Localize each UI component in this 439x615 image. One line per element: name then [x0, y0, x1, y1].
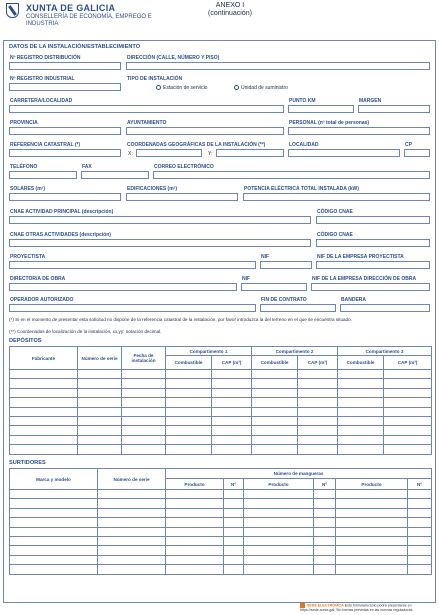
deposito-cell[interactable]	[338, 379, 384, 388]
org-name: XUNTA DE GALICIA	[26, 3, 116, 13]
deposito-row	[10, 398, 432, 407]
deposito-cell[interactable]	[122, 435, 166, 444]
deposito-cell[interactable]	[338, 398, 384, 407]
deposito-cell[interactable]	[166, 416, 212, 425]
deposito-cell[interactable]	[212, 407, 252, 416]
surtidores-section-title: SURTIDORES	[9, 460, 46, 466]
deposito-cell[interactable]	[252, 416, 298, 425]
deposito-cell[interactable]	[78, 398, 122, 407]
deposito-cell[interactable]	[212, 388, 252, 397]
deposito-cell[interactable]	[78, 379, 122, 388]
provincia-field[interactable]	[9, 127, 121, 135]
deposito-cell[interactable]	[338, 426, 384, 435]
deposito-cell[interactable]	[338, 445, 384, 454]
surtidor-cell[interactable]	[98, 536, 166, 545]
telefono-field[interactable]	[9, 171, 77, 179]
deposito-cell[interactable]	[384, 416, 432, 425]
surtidor-cell[interactable]	[314, 490, 336, 499]
deposito-cell[interactable]	[298, 379, 338, 388]
deposito-cell[interactable]	[212, 445, 252, 454]
label-unidad-suministro: Unidad de suministro	[241, 85, 288, 91]
deposito-cell[interactable]	[78, 407, 122, 416]
surtidor-cell[interactable]	[166, 508, 224, 517]
surtidor-cell[interactable]	[244, 490, 314, 499]
label-carretera: CARRETERA/LOCALIDAD	[10, 98, 73, 104]
surtidor-cell[interactable]	[336, 490, 408, 499]
deposito-cell[interactable]	[122, 370, 166, 379]
direccion-field[interactable]	[126, 62, 430, 70]
registro-distribucion-field[interactable]	[9, 62, 121, 70]
deposito-cell[interactable]	[384, 379, 432, 388]
deposito-row	[10, 388, 432, 397]
deposito-cell[interactable]	[338, 407, 384, 416]
label-codigo-cnae-2: CÓDIGO CNAE	[317, 232, 353, 238]
surtidor-cell[interactable]	[408, 518, 432, 527]
header-numero-3: Nº	[408, 479, 432, 490]
header-cap-3: CAP (m³)	[384, 356, 432, 370]
surtidor-row	[10, 518, 432, 527]
deposito-cell[interactable]	[212, 398, 252, 407]
surtidor-row	[10, 490, 432, 499]
header-cap-2: CAP (m³)	[298, 356, 338, 370]
surtidor-cell[interactable]	[166, 546, 224, 555]
surtidor-cell[interactable]	[10, 546, 98, 555]
surtidor-cell[interactable]	[224, 546, 244, 555]
label-potencia: POTENCIA ELÉCTRICA TOTAL INSTALADA (kW)	[244, 186, 359, 192]
header-compartimento-1: Compartimento 1	[166, 347, 252, 356]
surtidor-cell[interactable]	[224, 518, 244, 527]
deposito-cell[interactable]	[10, 435, 78, 444]
depositos-table	[9, 346, 432, 455]
margen-field[interactable]	[358, 105, 430, 113]
deposito-cell[interactable]	[252, 379, 298, 388]
surtidor-cell[interactable]	[244, 518, 314, 527]
surtidor-cell[interactable]	[408, 546, 432, 555]
deposito-cell[interactable]	[298, 416, 338, 425]
deposito-row	[10, 407, 432, 416]
surtidor-cell[interactable]	[10, 490, 98, 499]
surtidor-cell[interactable]	[314, 565, 336, 574]
cnae-principal-field[interactable]	[9, 216, 311, 224]
deposito-cell[interactable]	[10, 445, 78, 454]
annex-title: ANEXO I	[215, 2, 245, 9]
ayuntamiento-field[interactable]	[126, 127, 284, 135]
potencia-field[interactable]	[243, 193, 430, 201]
label-nif-empresa-direccion: NIF DE LA EMPRESA DIRECCIÓN DE OBRA	[312, 276, 417, 282]
surtidor-cell[interactable]	[224, 527, 244, 536]
deposito-row	[10, 370, 432, 379]
deposito-cell[interactable]	[338, 388, 384, 397]
deposito-cell[interactable]	[166, 407, 212, 416]
deposito-cell[interactable]	[252, 426, 298, 435]
surtidor-cell[interactable]	[244, 555, 314, 564]
label-coord-y: Y:	[208, 151, 213, 157]
label-edificaciones: EDIFICACIONES (m²)	[127, 186, 177, 192]
surtidor-cell[interactable]	[336, 527, 408, 536]
header-combustible-2: Combustible	[252, 356, 298, 370]
annex-heading	[200, 2, 260, 18]
surtidor-cell[interactable]	[166, 565, 224, 574]
note-referencia-catastral: (*) Si en el momento de presentar esta solicitud no dispone de la referencia catastral de la instalación, por favor introduzca la del terreno en el que se encuentra situado.	[9, 317, 352, 322]
footer-text: Este formulario sólo podrá presentarse en https://sede.xunta.gal. Sin formas previstas en las normas reguladoras.	[300, 603, 414, 612]
coord-y-field[interactable]	[216, 149, 284, 157]
surtidor-cell[interactable]	[10, 555, 98, 564]
surtidor-cell[interactable]	[10, 499, 98, 508]
xunta-logo-icon	[6, 3, 19, 18]
personal-field[interactable]	[288, 127, 430, 135]
bandera-field[interactable]	[340, 304, 430, 312]
surtidor-cell[interactable]	[98, 546, 166, 555]
deposito-cell[interactable]	[298, 445, 338, 454]
surtidor-cell[interactable]	[244, 499, 314, 508]
surtidor-cell[interactable]	[314, 536, 336, 545]
surtidor-cell[interactable]	[166, 499, 224, 508]
deposito-cell[interactable]	[338, 435, 384, 444]
surtidor-cell[interactable]	[224, 508, 244, 517]
deposito-cell[interactable]	[384, 435, 432, 444]
surtidor-row	[10, 536, 432, 545]
deposito-cell[interactable]	[212, 379, 252, 388]
surtidor-cell[interactable]	[10, 536, 98, 545]
label-registro-industrial: Nº REGISTRO INDUSTRIAL	[10, 76, 75, 82]
deposito-cell[interactable]	[10, 379, 78, 388]
header-marca-modelo: Marca y modelo	[10, 469, 98, 490]
deposito-row	[10, 445, 432, 454]
annex-subtitle: (continuación)	[208, 10, 252, 17]
note-coordenadas: (**) Coordenadas de localización de la instalación, xx,yy: notación decimal.	[9, 329, 162, 334]
label-bandera: BANDERA	[341, 297, 366, 303]
deposito-cell[interactable]	[384, 407, 432, 416]
surtidor-cell[interactable]	[10, 518, 98, 527]
referencia-catastral-field[interactable]	[9, 149, 121, 157]
label-telefono: TELÉFONO	[10, 164, 38, 170]
proyectista-field[interactable]	[9, 261, 256, 269]
label-personal: PERSONAL (nº total de personas)	[289, 120, 370, 126]
header-surtidor-numero-serie: Número de serie	[98, 469, 166, 490]
surtidor-cell[interactable]	[408, 565, 432, 574]
page-footer	[300, 603, 436, 612]
operador-field[interactable]	[9, 304, 256, 312]
label-fax: FAX	[82, 164, 92, 170]
label-ayuntamiento: AYUNTAMIENTO	[127, 120, 167, 126]
surtidor-cell[interactable]	[244, 536, 314, 545]
deposito-cell[interactable]	[384, 370, 432, 379]
deposito-cell[interactable]	[78, 435, 122, 444]
label-fin-contrato: FIN DE CONTRATO	[261, 297, 307, 303]
surtidor-cell[interactable]	[166, 518, 224, 527]
deposito-cell[interactable]	[212, 416, 252, 425]
deposito-cell[interactable]	[252, 388, 298, 397]
surtidor-cell[interactable]	[98, 565, 166, 574]
deposito-cell[interactable]	[384, 445, 432, 454]
deposito-cell[interactable]	[298, 407, 338, 416]
deposito-cell[interactable]	[252, 398, 298, 407]
surtidor-cell[interactable]	[336, 555, 408, 564]
label-tipo-instalacion: TIPO DE INSTALACIÓN	[127, 76, 183, 82]
surtidor-cell[interactable]	[98, 555, 166, 564]
deposito-cell[interactable]	[10, 426, 78, 435]
deposito-cell[interactable]	[384, 398, 432, 407]
deposito-cell[interactable]	[166, 388, 212, 397]
deposito-cell[interactable]	[10, 370, 78, 379]
label-nif-1: NIF	[261, 254, 270, 260]
header-fecha-instalacion: Fecha de instalación	[122, 347, 166, 370]
department-name: CONSELLERÍA DE ECONOMÍA, EMPREGO E INDUSTRIA	[26, 14, 152, 27]
deposito-cell[interactable]	[78, 370, 122, 379]
edificaciones-field[interactable]	[126, 193, 238, 201]
surtidor-cell[interactable]	[244, 527, 314, 536]
sede-electronica-label: SEDE ELECTRÓNICA	[307, 603, 344, 608]
surtidor-cell[interactable]	[166, 490, 224, 499]
surtidor-cell[interactable]	[224, 490, 244, 499]
label-director-obra: DIRECTOR/A DE OBRA	[10, 276, 66, 282]
surtidor-cell[interactable]	[166, 527, 224, 536]
deposito-cell[interactable]	[122, 407, 166, 416]
surtidor-cell[interactable]	[314, 555, 336, 564]
surtidor-cell[interactable]	[314, 546, 336, 555]
surtidor-cell[interactable]	[336, 565, 408, 574]
header-numero-2: Nº	[314, 479, 336, 490]
surtidor-cell[interactable]	[98, 508, 166, 517]
surtidor-cell[interactable]	[10, 565, 98, 574]
cnae-otras-field[interactable]	[9, 239, 311, 247]
deposito-cell[interactable]	[166, 435, 212, 444]
punto-km-field[interactable]	[288, 105, 354, 113]
deposito-cell[interactable]	[78, 388, 122, 397]
deposito-cell[interactable]	[122, 388, 166, 397]
solares-field[interactable]	[9, 193, 121, 201]
surtidor-cell[interactable]	[98, 490, 166, 499]
deposito-cell[interactable]	[212, 426, 252, 435]
surtidor-cell[interactable]	[10, 527, 98, 536]
nif-2-field[interactable]	[241, 283, 307, 291]
surtidor-cell[interactable]	[224, 499, 244, 508]
deposito-cell[interactable]	[338, 416, 384, 425]
deposito-cell[interactable]	[10, 398, 78, 407]
surtidor-cell[interactable]	[224, 536, 244, 545]
header-producto-3: Producto	[336, 479, 408, 490]
localidad-field[interactable]	[288, 149, 400, 157]
installation-section-title: DATOS DE LA INSTALACIÓN/ESTABLECIMIENTO	[9, 44, 141, 50]
surtidor-cell[interactable]	[408, 555, 432, 564]
surtidor-cell[interactable]	[166, 555, 224, 564]
header-combustible-1: Combustible	[166, 356, 212, 370]
surtidor-row	[10, 555, 432, 564]
surtidor-cell[interactable]	[408, 490, 432, 499]
label-cp: CP	[405, 142, 412, 148]
surtidor-cell[interactable]	[336, 499, 408, 508]
nif-1-field[interactable]	[260, 261, 312, 269]
surtidor-cell[interactable]	[336, 546, 408, 555]
label-margen: MARGEN	[359, 98, 382, 104]
surtidor-cell[interactable]	[224, 565, 244, 574]
director-obra-field[interactable]	[9, 283, 237, 291]
deposito-cell[interactable]	[10, 416, 78, 425]
deposito-cell[interactable]	[166, 370, 212, 379]
label-direccion: DIRECCIÓN (CALLE, NÚMERO Y PISO)	[127, 55, 220, 61]
deposito-cell[interactable]	[252, 370, 298, 379]
surtidor-cell[interactable]	[336, 508, 408, 517]
deposito-row	[10, 379, 432, 388]
nif-empresa-direccion-field[interactable]	[311, 283, 430, 291]
deposito-row	[10, 416, 432, 425]
deposito-cell[interactable]	[122, 445, 166, 454]
label-nif-empresa-proyectista: NIF DE LA EMPRESA PROYECTISTA	[317, 254, 404, 260]
surtidor-cell[interactable]	[224, 555, 244, 564]
surtidor-row	[10, 499, 432, 508]
surtidor-cell[interactable]	[314, 518, 336, 527]
surtidor-cell[interactable]	[10, 508, 98, 517]
label-provincia: PROVINCIA	[10, 120, 38, 126]
label-estacion-servicio: Estación de servicio	[163, 85, 208, 91]
surtidor-cell[interactable]	[336, 536, 408, 545]
deposito-cell[interactable]	[298, 370, 338, 379]
header-producto-1: Producto	[166, 479, 224, 490]
surtidor-cell[interactable]	[408, 536, 432, 545]
codigo-cnae-2-field[interactable]	[316, 239, 430, 247]
fin-contrato-field[interactable]	[260, 304, 336, 312]
surtidor-cell[interactable]	[408, 527, 432, 536]
label-localidad: LOCALIDAD	[289, 142, 319, 148]
deposito-cell[interactable]	[252, 435, 298, 444]
deposito-cell[interactable]	[78, 445, 122, 454]
carretera-field[interactable]	[9, 105, 284, 113]
deposito-cell[interactable]	[338, 370, 384, 379]
deposito-cell[interactable]	[10, 388, 78, 397]
deposito-cell[interactable]	[122, 416, 166, 425]
deposito-cell[interactable]	[166, 426, 212, 435]
header-producto-2: Producto	[244, 479, 314, 490]
coord-x-field[interactable]	[136, 149, 202, 157]
page-header	[0, 0, 439, 42]
deposito-cell[interactable]	[298, 426, 338, 435]
label-punto-km: PUNTO KM	[289, 98, 316, 104]
surtidor-cell[interactable]	[244, 546, 314, 555]
surtidor-cell[interactable]	[408, 508, 432, 517]
deposito-cell[interactable]	[166, 379, 212, 388]
label-cnae-principal: CNAE ACTIVIDAD PRINCIPAL (descripción)	[10, 209, 114, 215]
deposito-cell[interactable]	[298, 388, 338, 397]
label-correo: CORREO ELECTRÓNICO	[154, 164, 214, 170]
label-registro-distribucion: Nº REGISTRO DISTRIBUCIÓN	[10, 55, 81, 61]
surtidor-row	[10, 565, 432, 574]
header-numero-1: Nº	[224, 479, 244, 490]
surtidor-cell[interactable]	[166, 536, 224, 545]
cp-field[interactable]	[404, 149, 430, 157]
deposito-cell[interactable]	[384, 426, 432, 435]
correo-field[interactable]	[153, 171, 430, 179]
label-coordenadas: COORDENADAS GEOGRÁFICAS DE LA INSTALACIÓN (**)	[127, 142, 266, 148]
label-codigo-cnae-1: CÓDIGO CNAE	[317, 209, 353, 215]
surtidor-cell[interactable]	[314, 508, 336, 517]
surtidores-table	[9, 468, 432, 575]
surtidor-cell[interactable]	[336, 518, 408, 527]
codigo-cnae-1-field[interactable]	[316, 216, 430, 224]
radio-unidad-suministro[interactable]	[234, 85, 239, 90]
radio-estacion-servicio[interactable]	[156, 85, 161, 90]
deposito-cell[interactable]	[212, 370, 252, 379]
label-proyectista: PROYECTISTA	[10, 254, 46, 260]
header-numero-serie: Número de serie	[78, 347, 122, 370]
surtidor-cell[interactable]	[314, 499, 336, 508]
label-nif-2: NIF	[242, 276, 251, 282]
deposito-cell[interactable]	[384, 388, 432, 397]
header-compartimento-2: Compartimento 2	[252, 347, 338, 356]
surtidor-row	[10, 508, 432, 517]
surtidor-cell[interactable]	[408, 499, 432, 508]
surtidor-cell[interactable]	[98, 527, 166, 536]
header-cap-1: CAP (m³)	[212, 356, 252, 370]
surtidor-cell[interactable]	[314, 527, 336, 536]
registro-industrial-field[interactable]	[9, 83, 121, 91]
label-solares: SOLARES (m²)	[10, 186, 45, 192]
deposito-row	[10, 435, 432, 444]
surtidor-row	[10, 546, 432, 555]
deposito-row	[10, 426, 432, 435]
header-numero-mangueras: Número de mangueras	[166, 469, 432, 479]
deposito-cell[interactable]	[298, 435, 338, 444]
deposito-cell[interactable]	[122, 379, 166, 388]
deposito-cell[interactable]	[78, 426, 122, 435]
deposito-cell[interactable]	[252, 407, 298, 416]
label-cnae-otras: CNAE OTRAS ACTIVIDADES (descripción)	[10, 232, 111, 238]
deposito-cell[interactable]	[166, 445, 212, 454]
deposito-cell[interactable]	[122, 398, 166, 407]
surtidor-row	[10, 527, 432, 536]
label-coord-x: X:	[128, 151, 133, 157]
header-fabricante: Fabricante	[10, 347, 78, 370]
deposito-cell[interactable]	[122, 426, 166, 435]
deposito-cell[interactable]	[252, 445, 298, 454]
deposito-cell[interactable]	[298, 398, 338, 407]
nif-empresa-proyectista-field[interactable]	[316, 261, 430, 269]
label-referencia-catastral: REFERENCIA CATASTRAL (*)	[10, 142, 81, 148]
surtidor-cell[interactable]	[244, 508, 314, 517]
deposito-cell[interactable]	[78, 416, 122, 425]
deposito-cell[interactable]	[212, 435, 252, 444]
depositos-section-title: DEPÓSITOS	[9, 338, 42, 344]
header-combustible-3: Combustible	[338, 356, 384, 370]
surtidor-cell[interactable]	[244, 565, 314, 574]
deposito-cell[interactable]	[10, 407, 78, 416]
header-compartimento-3: Compartimento 3	[338, 347, 432, 356]
fax-field[interactable]	[81, 171, 149, 179]
surtidor-cell[interactable]	[98, 518, 166, 527]
label-operador: OPERADOR AUTORIZADO	[10, 297, 74, 303]
surtidor-cell[interactable]	[98, 499, 166, 508]
deposito-cell[interactable]	[166, 398, 212, 407]
